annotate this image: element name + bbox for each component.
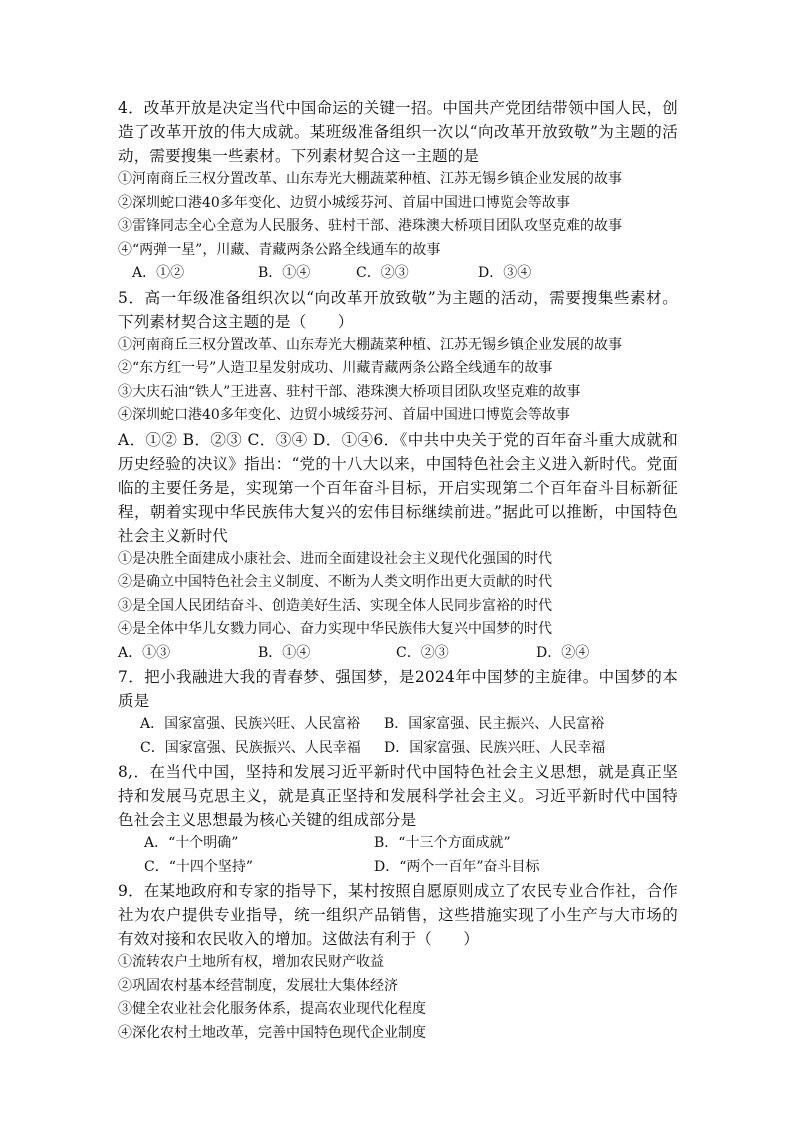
choice-c: C．国家富强、民族振兴、人民幸福 [140, 739, 361, 756]
statement-item: ②是确立中国特色社会主义制度、不断为人类文明作出更大贡献的时代 [118, 574, 552, 590]
choice-d: D．③④ [478, 265, 532, 281]
choice-d: D．②④ [536, 644, 590, 661]
choice-a: A．①③ [118, 644, 171, 661]
statement-item: ①是决胜全面建成小康社会、进而全面建设社会主义现代化强国的时代 [118, 550, 552, 567]
statement-item: ②巩固农村基本经营制度，发展壮大集体经济 [118, 977, 398, 994]
statement-item: ③大庆石油“铁人”王进喜、驻村干部、港珠澳大桥项目团队攻坚克难的故事 [118, 383, 581, 400]
statement-item: ④深化农村土地改革，完善中国特色现代企业制度 [118, 1024, 426, 1041]
choice-a: A．“十个明确” [144, 835, 239, 851]
statement-item: ④是全体中华儿女戮力同心、奋力实现中华民族伟大复兴中国梦的时代 [118, 621, 552, 637]
statement-item: ③雷锋同志全心全意为人民服务、驻村干部、港珠澳大桥项目团队攻坚克难的故事 [118, 218, 622, 234]
answer-choices [118, 737, 678, 761]
choice-b: B．①④ [258, 644, 311, 661]
choice-c: C．“十四个坚持” [144, 858, 254, 875]
choice-b: B．国家富强、民主振兴、人民富裕 [384, 716, 605, 732]
answer-choices [118, 262, 678, 286]
statement-item: ④深圳蛇口港40多年变化、边贸小城绥芬河、首届中国进口博览会等故事 [118, 407, 570, 423]
choice-c: C．②③ [356, 265, 409, 281]
statement-item: ①流转农户土地所有权，增加农民财产收益 [118, 954, 384, 970]
answer-choices [118, 832, 678, 856]
choice-b: B．“十三个方面成就” [374, 835, 511, 851]
question-stem: A．①② B．②③ C．③④ D．①④6．《中共中央关于党的百年奋斗重大成就和历史经验的决议》指出：“党的十八大以来，中国特色社会主义进入新时代。党面临的主要任务是，实现第一个百年奋斗目标，开启实现第二个百年奋斗目标新征程，朝着实现中华民族伟大复兴的宏伟目标继续前进。”据此可以推断，中国特色社会主义新时代 [118, 430, 678, 545]
statement-item: ④“两弹一星”，川藏、青藏两条公路全线通车的故事 [118, 241, 441, 258]
question-4 [118, 96, 678, 286]
choice-a: A．国家富强、民族兴旺、人民富裕 [140, 716, 361, 732]
answer-choices [118, 642, 678, 666]
statement-item: ③健全农业社会化服务体系，提高农业现代化程度 [118, 1001, 426, 1017]
question-stem: 4．改革开放是决定当代中国命运的关键一招。中国共产党团结带领中国人民，创造了改革开放的伟大成就。某班级准备组织一次以“向改革开放致敬”为主题的活动，需要搜集一些素材。下列素材契合这一主题的是 [118, 99, 678, 165]
choice-d: D．“两个一百年”奋斗目标 [374, 858, 540, 875]
statement-item: ①河南商丘三权分置改革、山东寿光大棚蔬菜种植、江苏无锡乡镇企业发展的故事 [118, 171, 622, 187]
question-stem: 9．在某地政府和专家的指导下，某村按照自愿原则成立了农民专业合作社，合作社为农户提供专业指导，统一组织产品销售，这些措施实现了小生产与大市场的有效对接和农民收入的增加。这做法有利于（ ） [118, 882, 678, 948]
question-9 [118, 879, 678, 1045]
statement-item: ③是全国人民团结奋斗、创造美好生活、实现全体人民同步富裕的时代 [118, 597, 552, 614]
statement-item: ①河南商丘三权分置改革、山东寿光大棚蔬菜种植、江苏无锡乡镇企业发展的故事 [118, 336, 622, 353]
choice-b: B．①④ [258, 265, 311, 281]
question-8 [118, 760, 678, 879]
statement-item: ②“东方红一号”人造卫星发射成功、川藏青藏两条公路全线通车的故事 [118, 360, 553, 376]
exam-page [118, 96, 678, 1045]
question-stem: 5．高一年级准备组织次以“向改革开放致敬”为主题的活动，需要搜集些素材。下列素材契合这主题的是（ ） [118, 288, 678, 331]
question-stem: 7．把小我融进大我的青春梦、强国梦，是2024年中国梦的主旋律。中国梦的本质是 [118, 668, 678, 710]
answer-choices [118, 713, 678, 737]
question-7 [118, 665, 678, 760]
question-6 [118, 428, 678, 666]
question-5 [118, 286, 678, 428]
question-stem: 8,．在当代中国，坚持和发展习近平新时代中国特色社会主义思想，就是真正坚持和发展马克思主义，就是真正坚持和发展科学社会主义。习近平新时代中国特色社会主义思想最为核心关键的组成部分是 [118, 763, 678, 829]
choice-d: D．国家富强、民族兴旺、人民幸福 [384, 739, 606, 756]
choice-a: A．①② [132, 265, 185, 281]
answer-choices [118, 856, 678, 880]
statement-item: ②深圳蛇口港40多年变化、边贸小城绥芬河、首届中国进口博览会等故事 [118, 194, 570, 211]
choice-c: C．②③ [396, 644, 449, 661]
